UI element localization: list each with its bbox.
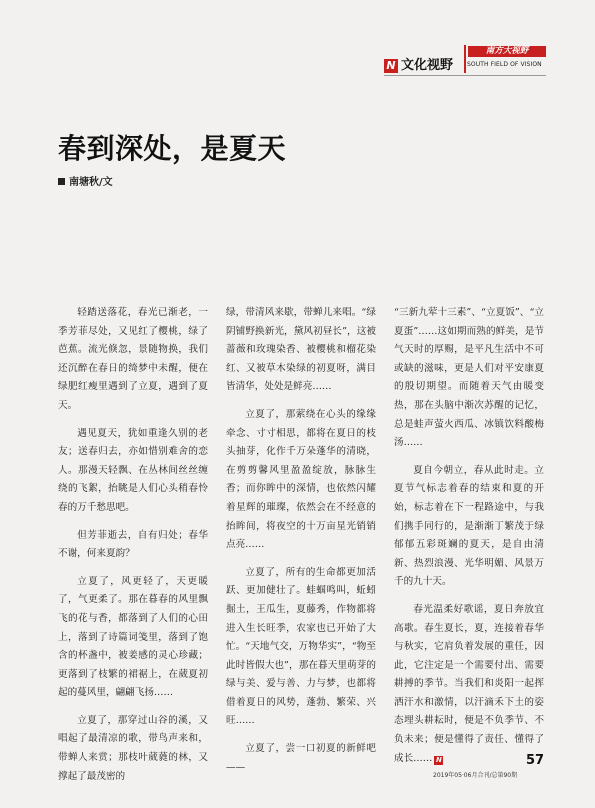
section-title: 文化视野 xyxy=(401,58,454,73)
issue-info: 2019年05·06月合刊/总第90期 xyxy=(433,772,518,779)
article-paragraph: 春光温柔好歌谣，夏日奔放宜高歌。春生夏长，夏，连接着春华与秋实，它肩负着发展的重任，因此，它注定是一个需要付出、需要耕搏的季节。当我们和炎阳一起挥洒汗水和激情，以汗滴禾下土的姿态埋头耕耘时，便是不负季节、不负未来；便是懂得了责任、懂得了成长…… N xyxy=(394,603,544,764)
article-paragraph: 立夏了，所有的生命都更加活跃、更加健壮了。蛙蝈鸣叫，蚯蚓掘土，王瓜生，夏藤秀，作物都将进入生长旺季，农家也已开始了大忙。“天地气交，万物华实”，“物至此时皆假大也”，那在暮天里萌芽的绿与美、爱与善、力与梦，也都将借着夏日的风势，蓬勃、繁荣、兴旺…… xyxy=(226,566,376,727)
end-mark-icon: N xyxy=(435,755,442,764)
article-paragraph: 轻踏送落花，春光已渐老，一季芳菲尽处，又见红了樱桃，绿了芭蕉。流光倏忽，景随物换，我们还沉醉在春日的绮梦中未醒，便在绿肥红瘦里遇到了立夏，遇到了夏天。 xyxy=(58,307,208,411)
article-paragraph: 立夏了，那萦绕在心头的缘缘牵念、寸寸相思，都将在夏日的枝头抽芽，化作千万朵蓬华的清晓，在剪剪馨风里盈盈绽放，脉脉生香；而你眸中的深情，也依然闪耀着星辉的璀璨，依然会在不经意的抬眸间，将夜空的十万亩星光销销点亮…… xyxy=(226,408,376,551)
article-paragraph: 绿，带清风来歇，带蝉儿来唱。“绿阴铺野换新光，黛风初昼长”，这被蔷薇和玫瑰染香、被樱桃和榴花染红、又被草木染绿的初夏呀，满目皆清华，处处是鲜亮…… xyxy=(226,307,376,393)
byline-square-icon xyxy=(58,178,65,185)
article-paragraph: 立夏了，风更轻了，天更暖了，气更柔了。那在暮春的风里飘飞的花与香，都落到了人们的心田上，落到了诗篇词笺里，落到了饱含的杯盏中，被姜感的灵心珍藏；更落到了枝繁的裙裾上，在葳夏初起的蔓风里，翩翩飞扬…… xyxy=(58,575,208,699)
article-paragraph: 立夏了，那穿过山谷的溪，又唱起了最清凉的歌，带鸟声来和，带蝉人来赏；那枝叶葳蕤的林，又撑起了最茂密的 xyxy=(58,714,208,782)
page-number: 57 xyxy=(526,753,545,768)
magazine-logo-icon: N xyxy=(384,59,398,73)
article-title: 春到深处，是夏天 xyxy=(58,132,287,165)
article-paragraph: 夏自今朝立，春从此时走。立夏节气标志着春的结束和夏的开始，标志着在下一程路途中，与我们携手同行的，是渐渐丁繁茂于绿郁郁五彩斑斓的夏天，是自由清新、热烈浪漫、光华明媚、风景万千的九十天。 xyxy=(394,464,544,588)
article-column-2 xyxy=(226,304,376,786)
article-byline xyxy=(58,176,113,190)
article-column-1 xyxy=(58,304,208,795)
brand-name-en: SOUTH FIELD OF VISION xyxy=(467,61,542,68)
article-column-3 xyxy=(394,304,544,777)
article-paragraph: 但芳菲逝去，自有归处；春华不谢，何来夏韵？ xyxy=(58,529,208,560)
author-name: 南塘秋/文 xyxy=(69,177,113,188)
article-paragraph: 立夏了，尝一口初夏的新鲜吧—— xyxy=(226,743,376,773)
article-paragraph: “三新九荤十三素”、“立夏饭”、“立夏蛋”……这如期而熟的鲜美，是节气天时的厚赐，是平凡生活中不可或缺的滋味，更是人们对平安康夏的殷切期望。而随着天气由暖变热，那在头脑中渐次苏醒的记忆，总是蛙声萤火西瓜、冰镇饮料酸梅汤…… xyxy=(394,307,544,449)
header-divider xyxy=(384,75,546,76)
brand-name-cn: 南方大视野 xyxy=(468,46,546,57)
article-paragraph: 遇见夏天，犹如重逢久别的老友；送春归去，亦如惜别难舍的恋人。那漫天轻飘、在丛林间丝丝缠绕的飞絮，抬眺是人们心头稍春怜春的万千愁思吧。 xyxy=(58,427,208,513)
